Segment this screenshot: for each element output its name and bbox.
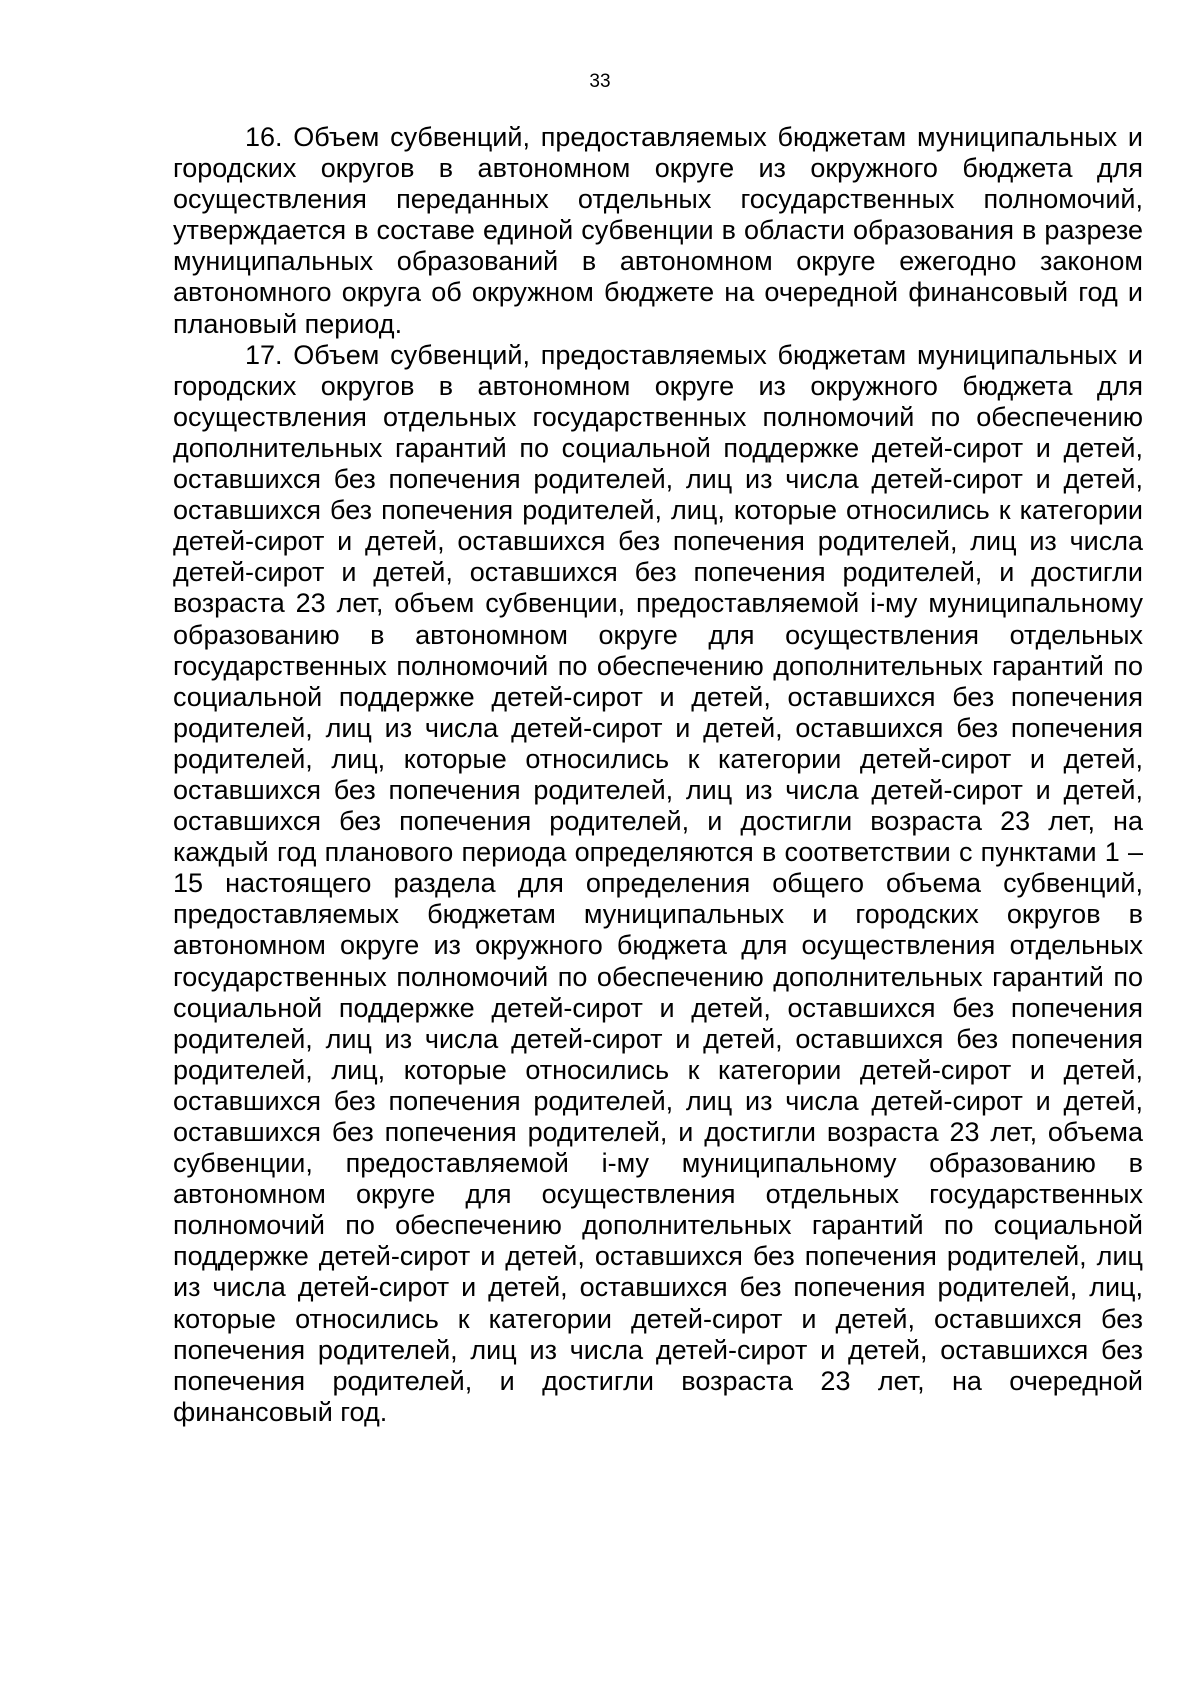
page-number: 33 (589, 71, 611, 92)
paragraph-17: 17. Объем субвенций, предоставляемых бюджетам муниципальных и городских округов в автономном округе из окружного бюджета для осуществления отдельных государственных полномочий по обеспечению дополнительных гарантий по социальной поддержке детей-сирот и детей, оставшихся без попечения родителей, лиц из числа детей-сирот и детей, оставшихся без попечения родителей, лиц, которые относились к категории детей-сирот и детей, оставшихся без попечения родителей, лиц из числа детей-сирот и детей, оставшихся без попечения родителей, и достигли возраста 23 лет, объем субвенции, предоставляемой i-му муниципальному образованию в автономном округе для осуществления отдельных государственных полномочий по обеспечению дополнительных гарантий по социальной поддержке детей-сирот и детей, оставшихся без попечения родителей, лиц из числа детей-сирот и детей, оставшихся без попечения родителей, лиц, которые относились к категории детей-сирот и детей, оставшихся без попечения родителей, лиц из числа детей-сирот и детей, оставшихся без попечения родителей, и достигли возраста 23 лет, на каждый год планового периода определяются в соответствии с пунктами 1 – 15 настоящего раздела для определения общего объема субвенций, предоставляемых бюджетам муниципальных и городских округов в автономном округе из окружного бюджета для осуществления отдельных государственных полномочий по обеспечению дополнительных гарантий по социальной поддержке детей-сирот и детей, оставшихся без попечения родителей, лиц из числа детей-сирот и детей, оставшихся без попечения родителей, лиц, которые относились к категории детей-сирот и детей, оставшихся без попечения родителей, лиц из числа детей-сирот и детей, оставшихся без попечения родителей, и достигли возраста 23 лет, объема субвенции, предоставляемой i-му муниципальному образованию в автономном округе для осуществления отдельных государственных полномочий по обеспечению дополнительных гарантий по социальной поддержке детей-сирот и детей, оставшихся без попечения родителей, лиц из числа детей-сирот и детей, оставшихся без попечения родителей, лиц, которые относились к категории детей-сирот и детей, оставшихся без попечения родителей, лиц из числа детей-сирот и детей, оставшихся без попечения родителей, и достигли возраста 23 лет, на очередной финансовый год. (173, 339, 1143, 1427)
document-body (173, 122, 1143, 1428)
paragraph-16: 16. Объем субвенций, предоставляемых бюджетам муниципальных и городских округов в автономном округе из окружного бюджета для осуществления переданных отдельных государственных полномочий, утверждается в составе единой субвенции в области образования в разрезе муниципальных образований в автономном округе ежегодно законом автономного округа об окружном бюджете на очередной финансовый год и плановый период. (173, 122, 1143, 339)
